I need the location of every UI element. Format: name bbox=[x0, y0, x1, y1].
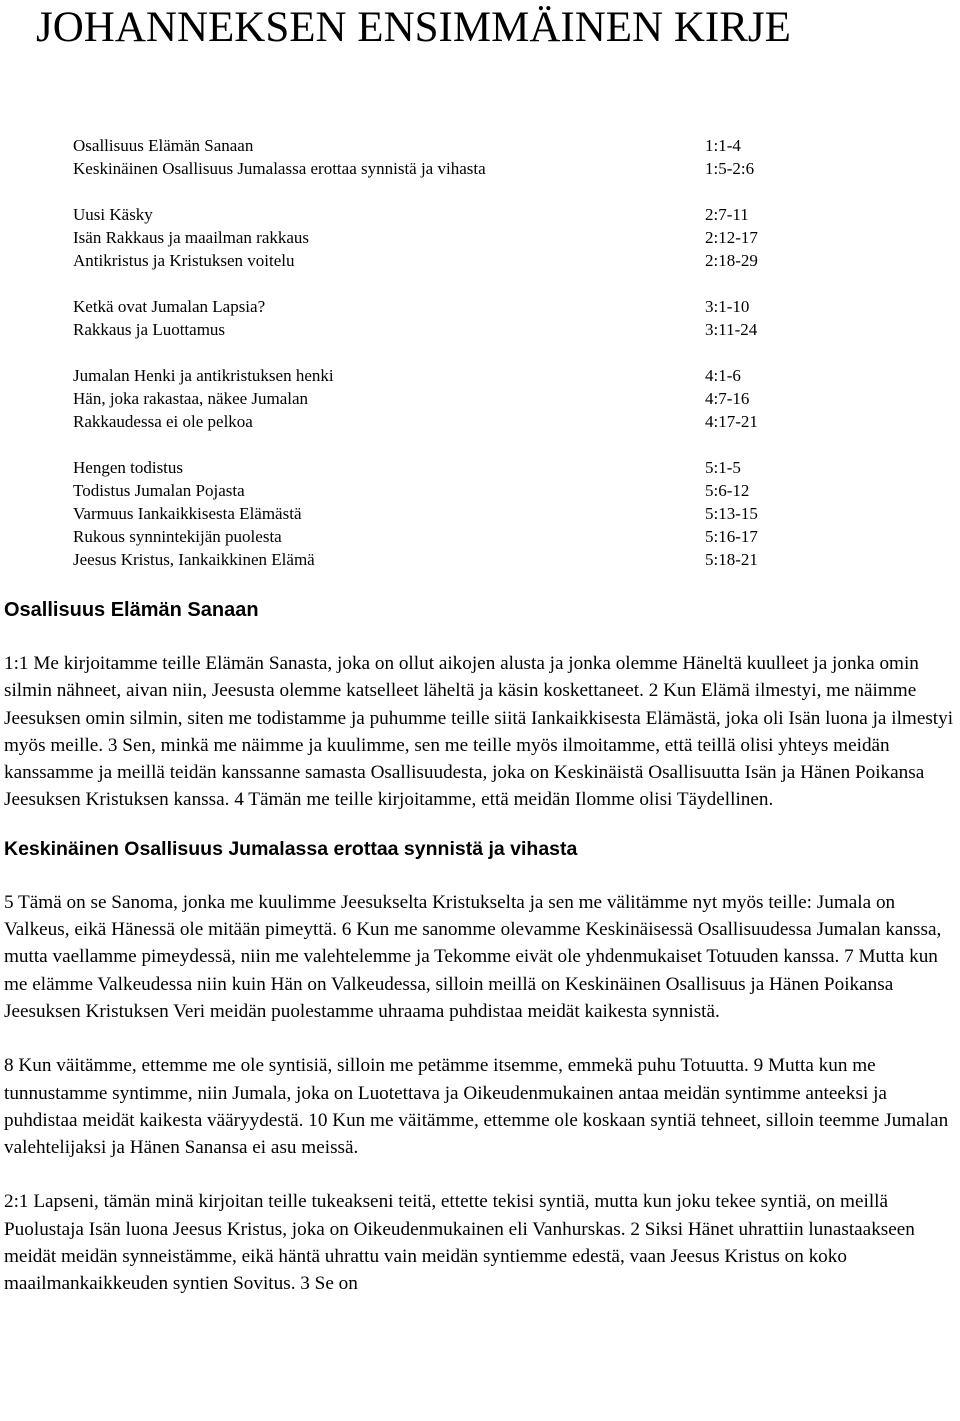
toc-group bbox=[73, 134, 793, 180]
toc-title: Ketkä ovat Jumalan Lapsia? bbox=[73, 297, 266, 316]
toc-title: Hengen todistus bbox=[73, 458, 184, 477]
toc-reference: 5:1-5 bbox=[705, 458, 741, 477]
toc-row bbox=[73, 502, 793, 525]
toc-group bbox=[73, 295, 793, 341]
toc-title: Rukous synnintekijän puolesta bbox=[73, 527, 282, 546]
toc-title: Isän Rakkaus ja maailman rakkaus bbox=[73, 228, 310, 247]
toc-reference: 2:7-11 bbox=[705, 205, 749, 224]
toc-row bbox=[73, 456, 793, 479]
toc-row bbox=[73, 295, 793, 318]
toc-reference: 5:16-17 bbox=[705, 527, 758, 546]
scripture-paragraph: 2:1 Lapseni, tämän minä kirjoitan teille tukeakseni teitä, ettette tekisi syntiä, mutta kun joku tekee syntiä, on meillä Puolustaja Isän luona Jeesus Kristus, joka on Oikeudenmukainen eli Vanhurskas. 2 Siksi Hänet uhrattiin lunastaakseen meidät meidän synneistämme, eikä häntä uhrattu vain meidän syntiemme edestä, vaan Jeesus Kristus on koko maailmankaikkeuden syntien Sovitus. 3 Se on bbox=[4, 1191, 915, 1295]
toc-title: Keskinäinen Osallisuus Jumalassa erottaa synnistä ja vihasta bbox=[73, 159, 486, 178]
toc-reference: 2:18-29 bbox=[705, 251, 758, 270]
toc-row bbox=[73, 134, 793, 157]
table-of-contents bbox=[73, 134, 793, 594]
toc-reference: 4:17-21 bbox=[705, 412, 758, 431]
toc-group bbox=[73, 203, 793, 272]
toc-title: Jeesus Kristus, Iankaikkinen Elämä bbox=[73, 550, 315, 569]
toc-reference: 5:13-15 bbox=[705, 504, 758, 523]
toc-title: Antikristus ja Kristuksen voitelu bbox=[73, 251, 295, 270]
toc-title: Uusi Käsky bbox=[73, 205, 153, 224]
toc-group bbox=[73, 456, 793, 571]
toc-title: Hän, joka rakastaa, näkee Jumalan bbox=[73, 389, 309, 408]
toc-reference: 1:1-4 bbox=[705, 136, 741, 155]
toc-title: Rakkaus ja Luottamus bbox=[73, 320, 226, 339]
toc-reference: 4:7-16 bbox=[705, 389, 750, 408]
toc-reference: 3:11-24 bbox=[705, 320, 758, 339]
toc-row bbox=[73, 226, 793, 249]
toc-row bbox=[73, 203, 793, 226]
toc-title: Osallisuus Elämän Sanaan bbox=[73, 136, 254, 155]
toc-reference: 5:18-21 bbox=[705, 550, 758, 569]
toc-row bbox=[73, 249, 793, 272]
scripture-paragraph: 1:1 Me kirjoitamme teille Elämän Sanasta, joka on ollut aikojen alusta ja jonka olemme Häneltä kuulleet ja jonka omin silmin nähneet, aivan niin, Jeesusta olemme katselleet läheltä ja käsin koskettaneet. 2 Kun Elämä ilmestyi, me näimme Jeesuksen omin silmin, siten me todistamme ja puhumme teille siitä Iankaikkisesta Elämästä, joka oli Isän luona ja ilmestyi myös meille. 3 Sen, minkä me näimme ja kuulimme, sen me teille myös ilmoitamme, että teillä olisi yhteys meidän kanssamme ja meillä teidän kanssanne samasta Osallisuudesta, joka on Keskinäistä Osallisuutta Isän ja Hänen Poikansa Jeesuksen Kristuksen kanssa. 4 Tämän me teille kirjoitamme, että meidän Ilomme olisi Täydellinen. bbox=[4, 653, 954, 811]
toc-row bbox=[73, 525, 793, 548]
section-heading: Osallisuus Elämän Sanaan bbox=[4, 599, 259, 621]
toc-title: Todistus Jumalan Pojasta bbox=[73, 481, 245, 500]
toc-title: Rakkaudessa ei ole pelkoa bbox=[73, 412, 253, 431]
toc-reference: 1:5-2:6 bbox=[705, 159, 755, 178]
toc-title: Varmuus Iankaikkisesta Elämästä bbox=[73, 504, 302, 523]
scripture-content bbox=[4, 596, 954, 1298]
toc-row bbox=[73, 318, 793, 341]
toc-row bbox=[73, 364, 793, 387]
scripture-paragraph: 8 Kun väitämme, ettemme me ole syntisiä, silloin me petämme itsemme, emmekä puhu Totuutta. 9 Mutta kun me tunnustamme syntimme, niin Jumala, joka on Luotettava ja Oikeudenmukainen antaa meidän syntimme anteeksi ja puhdistaa meidät kaikesta vääryydestä. 10 Kun me väitämme, ettemme ole koskaan syntiä tehneet, silloin teemme Jumalan valehtelijaksi ja Hänen Sanansa ei asu meissä. bbox=[4, 1055, 949, 1159]
document-title: JOHANNEKSEN ENSIMMÄINEN KIRJE bbox=[36, 4, 791, 51]
section-heading: Keskinäinen Osallisuus Jumalassa erottaa synnistä ja vihasta bbox=[4, 837, 578, 860]
toc-reference: 2:12-17 bbox=[705, 228, 758, 247]
toc-row bbox=[73, 548, 793, 571]
toc-reference: 5:6-12 bbox=[705, 481, 750, 500]
toc-row bbox=[73, 157, 793, 180]
toc-reference: 3:1-10 bbox=[705, 297, 750, 316]
toc-row bbox=[73, 387, 793, 410]
toc-title: Jumalan Henki ja antikristuksen henki bbox=[73, 366, 334, 385]
toc-reference: 4:1-6 bbox=[705, 366, 741, 385]
toc-row bbox=[73, 410, 793, 433]
scripture-paragraph: 5 Tämä on se Sanoma, jonka me kuulimme Jeesukselta Kristukselta ja sen me välitämme nyt myös teille: Jumala on Valkeus, eikä Hänessä ole mitään pimeyttä. 6 Kun me sanomme olevamme Keskinäisessä Osallisuudessa Jumalan kanssa, mutta vaellamme pimeydessä, niin me valehtelemme ja Tekomme eivät ole yhdenmukaiset Totuuden kanssa. 7 Mutta kun me elämme Valkeudessa niin kuin Hän on Valkeudessa, silloin meillä on Keskinäinen Osallisuus ja Hänen Poikansa Jeesuksen Kristuksen Veri meidän puolestamme uhraama puhdistaa meidät kaikesta synnistä. bbox=[4, 891, 942, 1022]
toc-group bbox=[73, 364, 793, 433]
toc-row bbox=[73, 479, 793, 502]
